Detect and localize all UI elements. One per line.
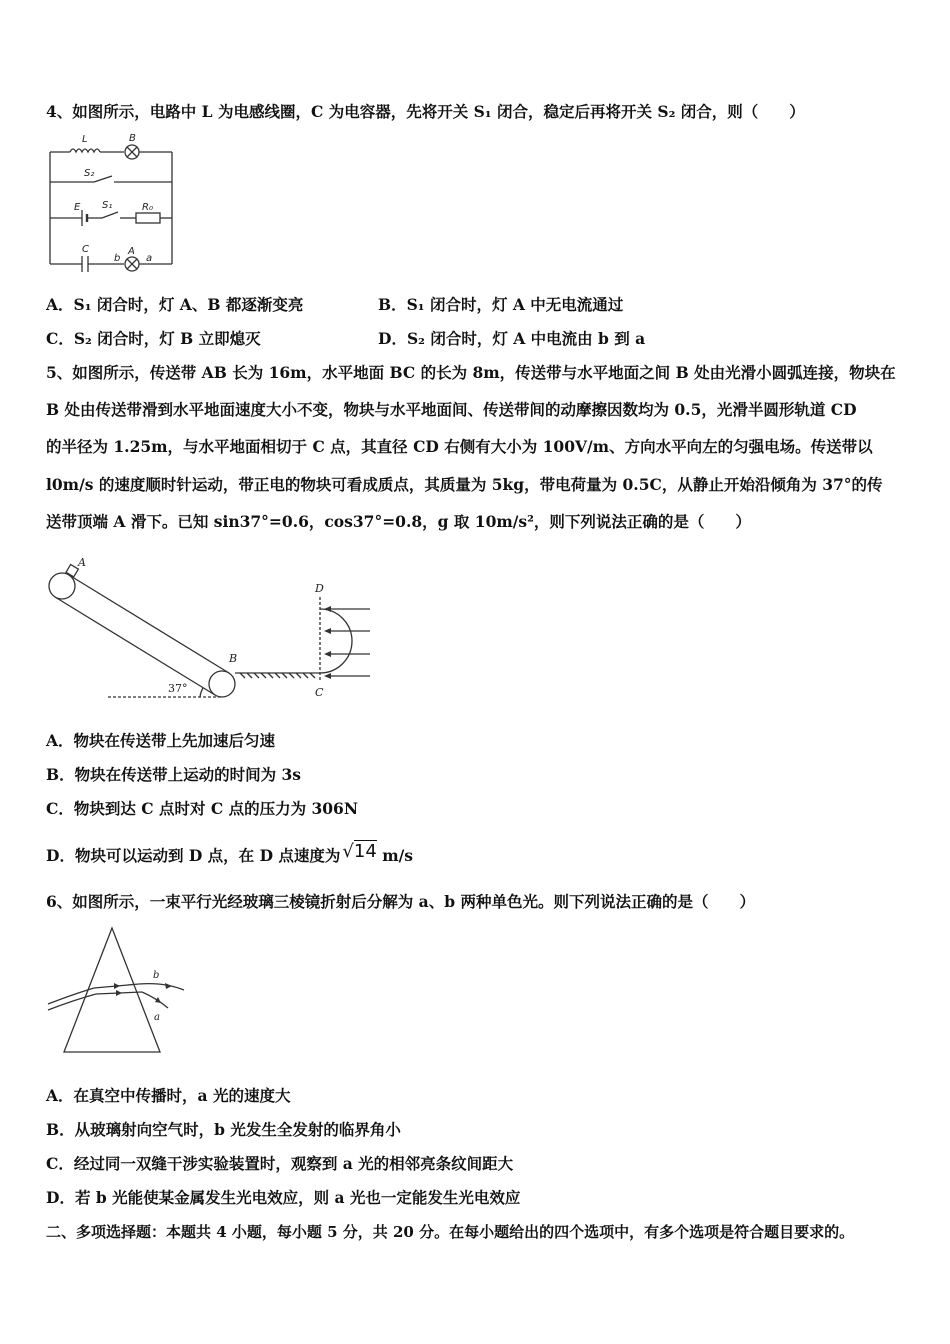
label-A: A <box>128 246 135 257</box>
q5-option-d <box>46 841 414 866</box>
q5-stem-line-2: B 处由传送带滑到水平地面速度大小不变，物块与水平地面间、传送带间的动摩擦因数均为 0.5，光滑半圆形轨道 CD <box>46 400 857 419</box>
q5-option-b: B．物块在传送带上运动的时间为 3s <box>46 765 302 784</box>
q5-stem-line-4: l0m/s 的速度顺时针运动，带正电的物块可看成质点，其质量为 5kg，带电荷量为 0.5C，从静止开始沿倾角为 37°的传 <box>46 475 883 494</box>
q5-option-a: A．物块在传送带上先加速后匀速 <box>46 731 276 750</box>
q4-option-a: A．S₁ 闭合时，灯 A、B 都逐渐变亮 <box>46 295 304 314</box>
label-E: E <box>74 202 81 213</box>
q5-stem-line-3: 的半径为 1.25m，与水平地面相切于 C 点，其直径 CD 右侧有大小为 100V/m、方向水平向左的匀强电场。传送带以 <box>46 437 873 456</box>
q4-option-c: C．S₂ 闭合时，灯 B 立即熄灭 <box>46 329 261 348</box>
sqrt-value: 14 <box>353 841 377 862</box>
label-a: a <box>154 1012 160 1023</box>
q5-option-d-text: D．物块可以运动到 D 点，在 D 点速度为 <box>46 846 341 865</box>
sqrt-unit: m/s <box>382 846 414 865</box>
q6-option-b: B．从玻璃射向空气时，b 光发生全发射的临界角小 <box>46 1120 401 1139</box>
label-C: C <box>315 686 324 699</box>
label-B: B <box>129 133 136 144</box>
label-D: D <box>315 582 324 595</box>
section-2-heading: 二、多项选择题：本题共 4 小题，每小题 5 分，共 20 分。在每小题给出的四个选项中，有多个选项是符合题目要求的。 <box>46 1223 855 1241</box>
sqrt-expression: √14 <box>342 841 377 862</box>
q4-circuit-figure <box>44 130 179 272</box>
label-angle: 37° <box>168 682 188 695</box>
q5-stem-line-1: 5、如图所示，传送带 AB 长为 16m，水平地面 BC 的长为 8m，传送带与水平地面之间 B 处由光滑小圆弧连接，物块在 <box>46 363 896 382</box>
label-R0: R₀ <box>142 202 153 213</box>
label-L: L <box>82 134 88 145</box>
q4-option-d: D．S₂ 闭合时，灯 A 中电流由 b 到 a <box>378 329 646 348</box>
label-C: C <box>82 244 89 255</box>
q4-stem: 4、如图所示，电路中 L 为电感线圈，C 为电容器，先将开关 S₁ 闭合，稳定后再将开关 S₂ 闭合，则（ ） <box>46 102 805 121</box>
q5-stem-line-5: 送带顶端 A 滑下。已知 sin37°=0.6，cos37°=0.8，g 取 10m/s²，则下列说法正确的是（ ） <box>46 512 751 531</box>
label-b: b <box>114 253 121 264</box>
q6-stem: 6、如图所示，一束平行光经玻璃三棱镜折射后分解为 a、b 两种单色光。则下列说法正确的是（ ） <box>46 892 755 911</box>
q5-option-c: C．物块到达 C 点时对 C 点的压力为 306N <box>46 799 359 818</box>
label-b: b <box>153 970 160 981</box>
q5-conveyor-figure <box>40 552 380 702</box>
label-S1: S₁ <box>102 200 113 211</box>
label-B: B <box>229 652 238 665</box>
q6-option-d: D．若 b 光能使某金属发生光电效应，则 a 光也一定能发生光电效应 <box>46 1188 521 1207</box>
q6-option-c: C．经过同一双缝干涉实验装置时，观察到 a 光的相邻亮条纹间距大 <box>46 1154 514 1173</box>
q6-prism-figure <box>44 924 194 1056</box>
label-a: a <box>146 253 153 264</box>
label-S2: S₂ <box>84 168 95 179</box>
q4-option-b: B．S₁ 闭合时，灯 A 中无电流通过 <box>378 295 624 314</box>
q6-option-a: A．在真空中传播时，a 光的速度大 <box>46 1086 291 1105</box>
label-A: A <box>78 556 86 569</box>
